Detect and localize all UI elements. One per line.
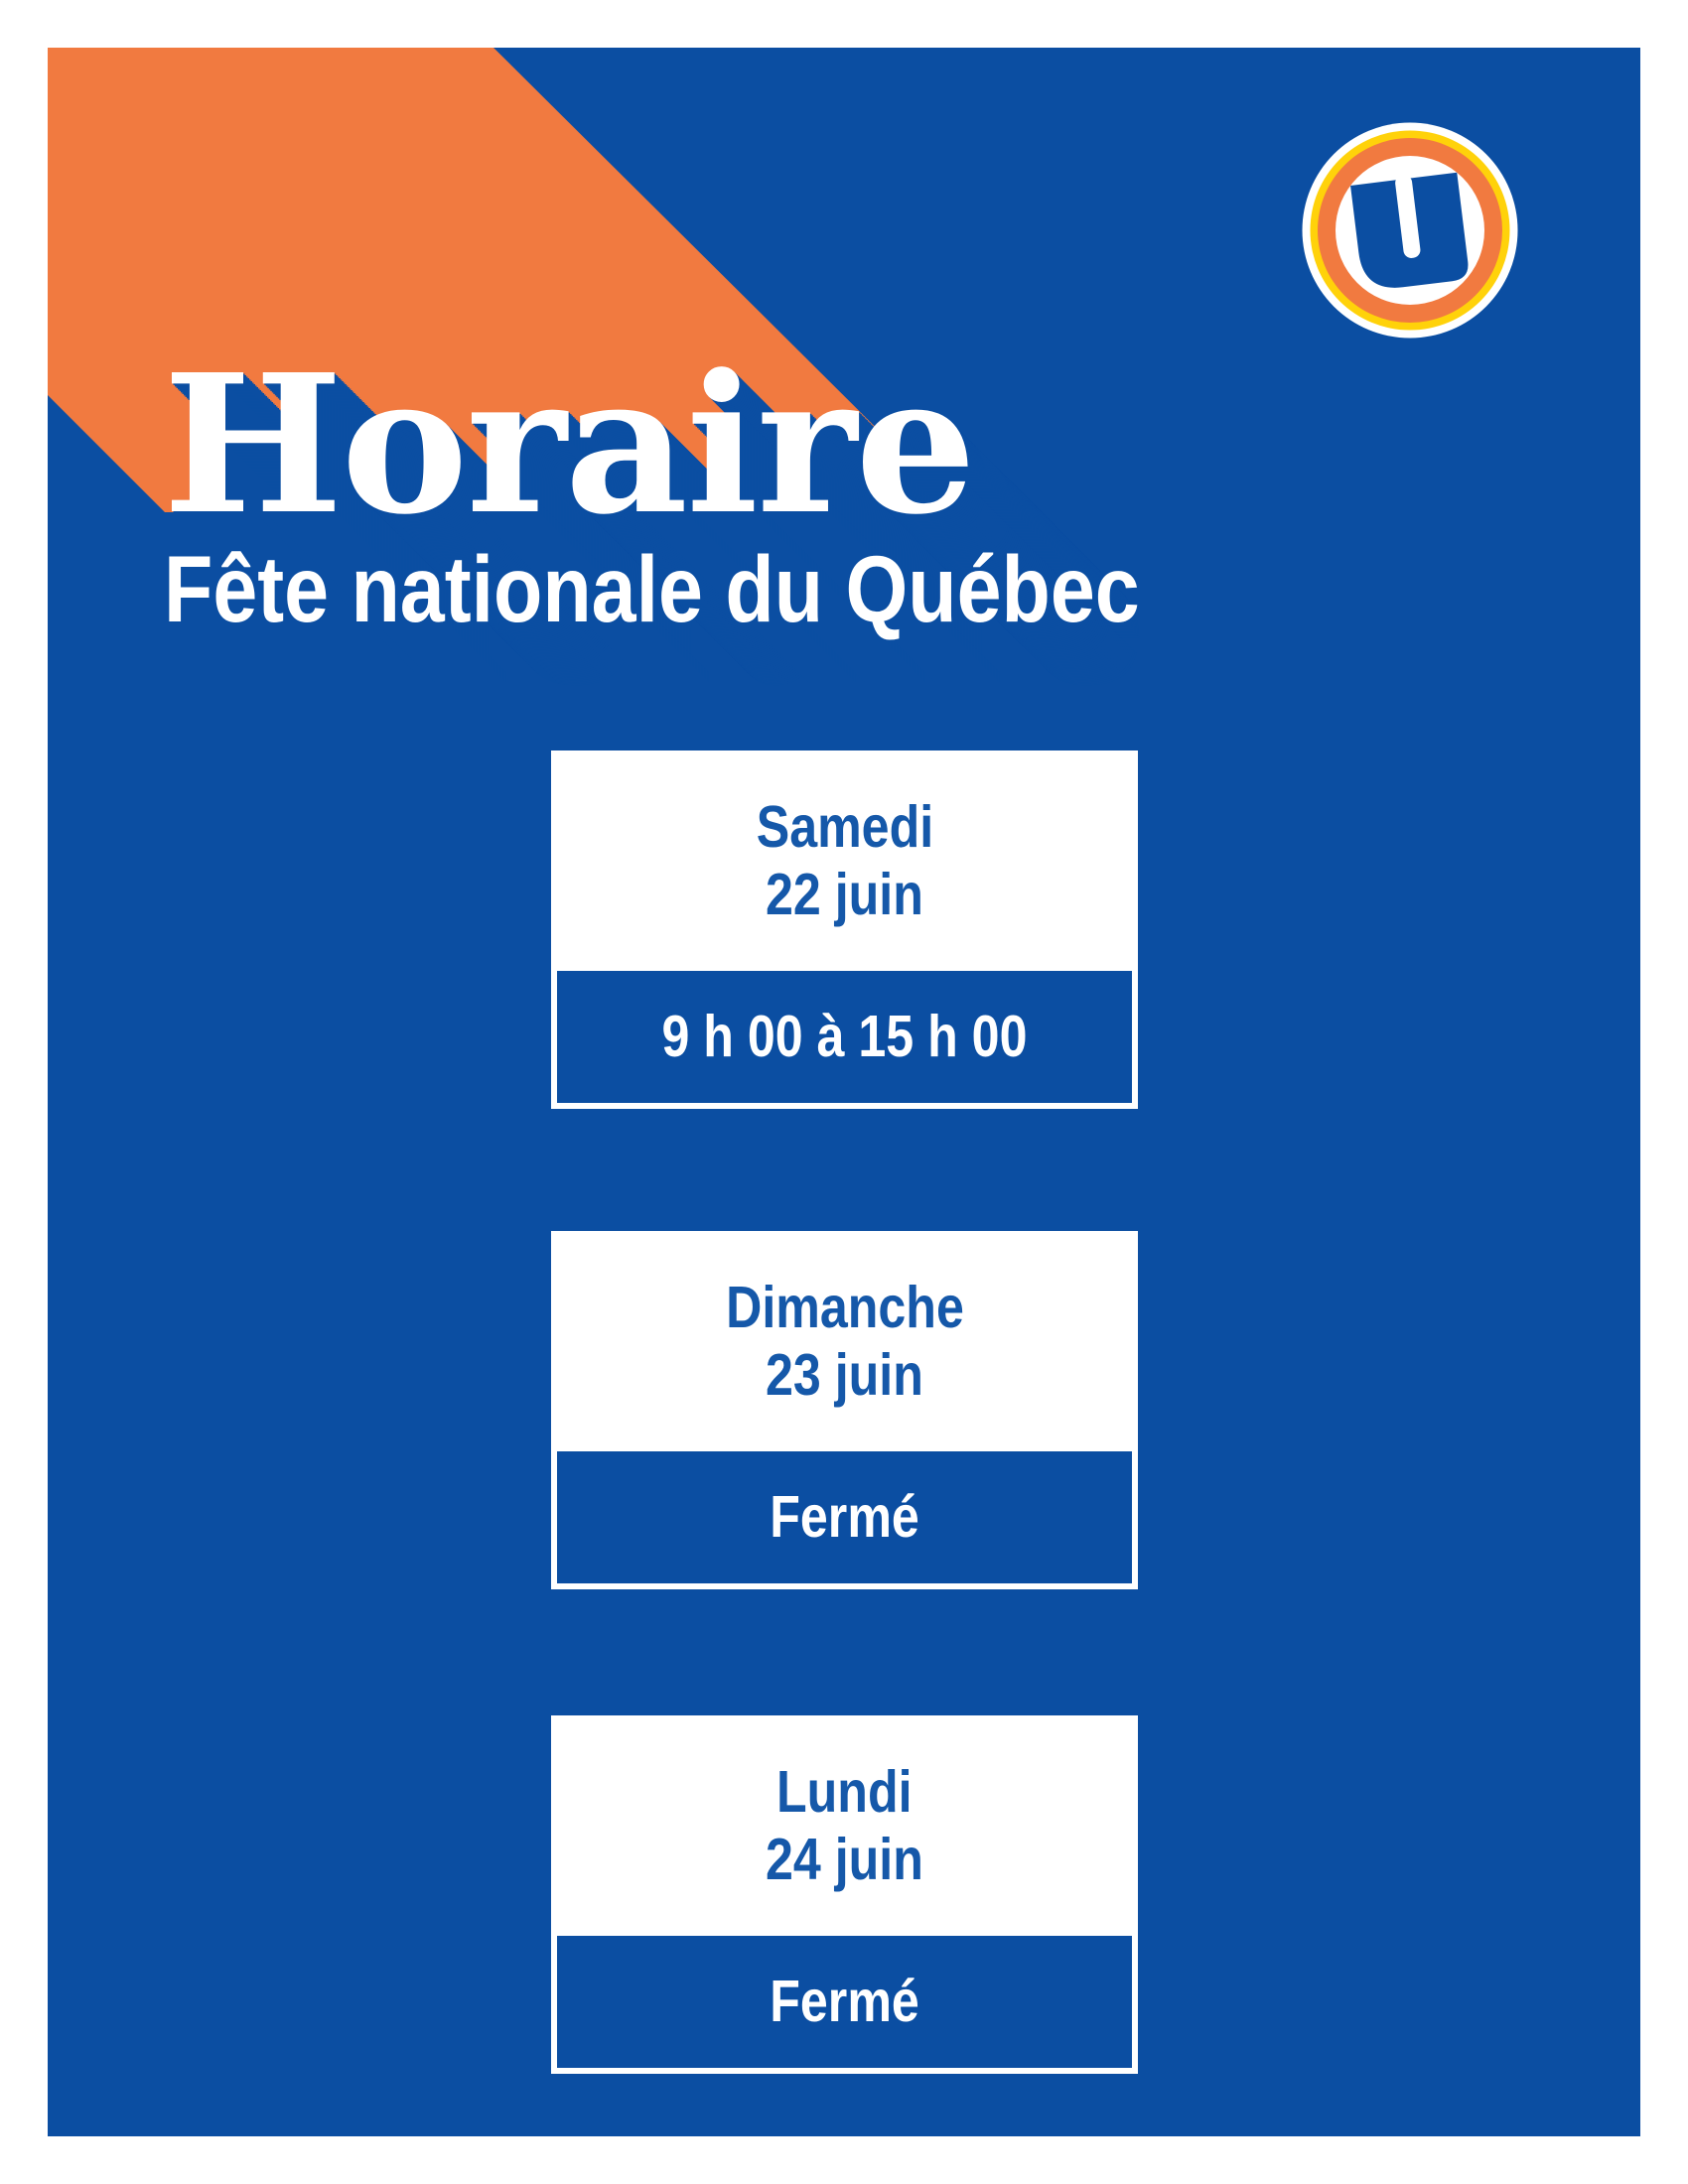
schedule-card-lundi [551,1715,1138,2074]
card-date-label: 23 juin [766,1342,923,1408]
card-day-panel [551,1231,1138,1451]
page-subtitle [164,537,1312,642]
card-day-panel [551,1715,1138,1936]
logo-u-letter-icon [1350,169,1471,292]
card-day-label: Dimanche [725,1275,964,1340]
card-day-label: Samedi [756,794,933,860]
u-brand-logo [1301,121,1519,340]
card-hours-panel [551,1936,1138,2074]
card-hours-label: 9 h 00 à 15 h 00 [661,1004,1028,1069]
schedule-card-samedi [551,751,1138,1109]
page-subtitle-text: Fête nationale du Québec [164,537,1140,642]
card-day-label: Lundi [776,1759,913,1825]
poster-canvas [48,48,1640,2136]
card-day-panel [551,751,1138,971]
card-hours-panel [551,1451,1138,1589]
card-hours-label: Fermé [770,1484,919,1550]
card-hours-label: Fermé [770,1969,919,2034]
card-date-label: 24 juin [766,1827,923,1892]
schedule-card-dimanche [551,1231,1138,1589]
card-hours-panel [551,971,1138,1109]
page-title: Horaire [163,334,975,557]
card-date-label: 22 juin [766,862,923,927]
